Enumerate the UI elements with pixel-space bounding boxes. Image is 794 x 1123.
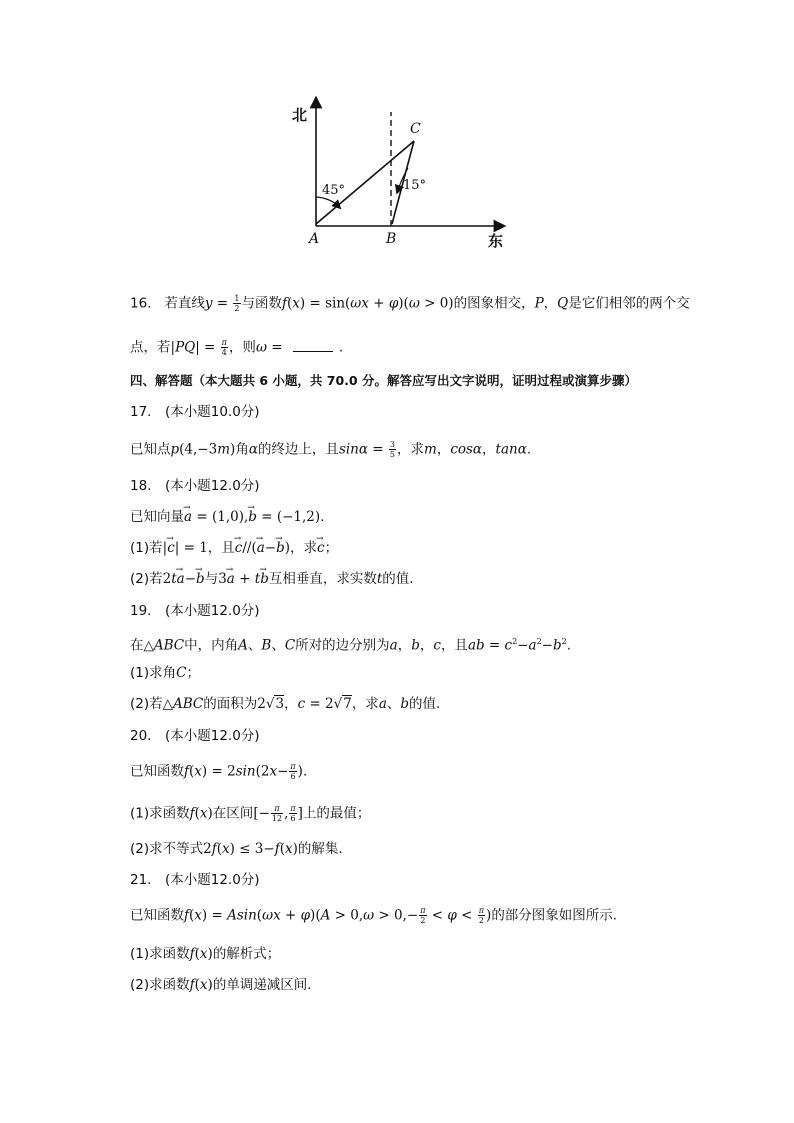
q17-line1: 已知点p(4,−3m)角α的终边上，且sinα = $\frac{3}{5}$ ，求m，cosα，tanα.: [130, 440, 532, 459]
q19-line2: (1)求角C；: [130, 665, 200, 681]
answer-blank[interactable]: [293, 339, 333, 352]
q16-line1: 16. 若直线y = $\frac{1}{2}$ 与函数f(x) = sin(ωx + φ)(ω > 0)的图象相交，P，Q是它们相邻的两个交: [130, 294, 690, 313]
q16-line2: 点，若|PQ| = $\frac{\pi}{4}$ ，则ω = .: [130, 338, 344, 357]
navigation-diagram: [0, 0, 794, 260]
q17-heading: 17. (本小题10.0分): [130, 404, 260, 420]
label-b: B: [386, 231, 397, 247]
q19-line3: (2)若△ABC的面积为2√3，c = 2√7，求a、b的值.: [130, 696, 441, 712]
angle-arc-a: [316, 197, 338, 206]
q21-line2: (1)求函数f(x)的解析式；: [130, 946, 281, 962]
q19-line1: 在△ABC中，内角A、B、C所对的边分别为a，b，c，且ab = $c^2-a^2-b^2$.: [130, 637, 572, 654]
q19-heading: 19. (本小题12.0分): [130, 603, 260, 619]
q21-line3: (2)求函数f(x)的单调递减区间.: [130, 977, 312, 993]
q21-line1: 已知函数f(x) = Asin(ωx + φ)(A > 0,ω > 0,− $\frac{\pi}{2}$ < φ < $\frac{\pi}{2}$ )的部分图象如图所示.: [130, 906, 618, 925]
section-header: 四、解答题（本大题共 6 小题，共 70.0 分。解答应写出文字说明，证明过程或演算步骤）: [130, 373, 637, 388]
angle-label-15: 15°: [403, 178, 427, 193]
q18-line3: (2)若2t→ a−→ b与3→ a + t→ b互相垂直，求实数t的值.: [130, 570, 414, 588]
q21-heading: 21. (本小题12.0分): [130, 872, 260, 888]
q18-line1: 已知向量→ a = (1,0),→ b = (−1,2).: [130, 508, 324, 526]
q16-number: 16.: [130, 295, 152, 312]
east-label: 东: [488, 232, 504, 250]
label-c: C: [410, 121, 421, 137]
q20-line2: (1)求函数f(x)在区间[− $\frac{\pi}{12}$ , $\frac{\pi}{6}$ ]上的最值；: [130, 804, 371, 823]
q18-heading: 18. (本小题12.0分): [130, 478, 260, 494]
angle-label-45: 45°: [322, 183, 346, 198]
q20-line3: (2)求不等式2f(x) ≤ 3−f(x)的解集.: [130, 841, 343, 857]
q18-line2: (1)若|→ c| = 1，且→ c//(→ a−→ b)，求→ c；: [130, 539, 338, 557]
north-label: 北: [292, 106, 308, 124]
label-a: A: [309, 231, 320, 247]
q20-heading: 20. (本小题12.0分): [130, 728, 260, 744]
q20-line1: 已知函数f(x) = 2sin(2x− $\frac{\pi}{6}$ ).: [130, 762, 308, 781]
